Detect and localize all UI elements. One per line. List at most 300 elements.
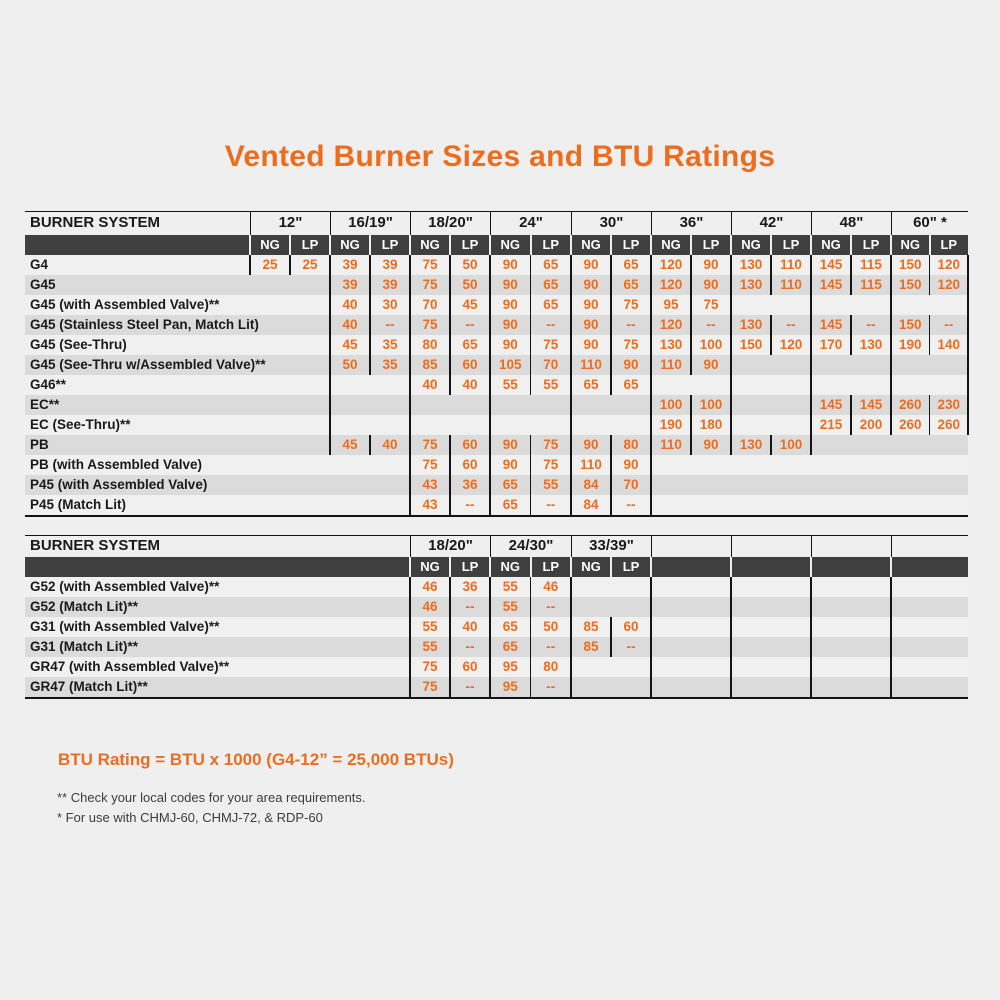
row-label: G52 (Match Lit)** [30, 599, 139, 614]
cell-divider [530, 617, 532, 637]
btu-value-ng: 50 [342, 357, 358, 372]
btu-value-ng: 75 [422, 457, 438, 472]
gas-type-header-ng: NG [420, 237, 440, 252]
gas-type-header-ng: NG [900, 237, 920, 252]
btu-value-ng: 40 [422, 377, 438, 392]
cell-divider [530, 355, 532, 375]
btu-value-ng: 75 [422, 317, 438, 332]
row-label: GR47 (Match Lit)** [30, 679, 148, 694]
gas-type-header-lp: LP [381, 237, 399, 252]
btu-value-lp: 90 [703, 357, 719, 372]
cell-divider [369, 335, 371, 355]
btu-value-lp: -- [465, 599, 475, 614]
btu-value-lp: 140 [937, 337, 961, 352]
btu-value-ng: 145 [819, 257, 843, 272]
btu-value-ng: 110 [660, 357, 682, 372]
btu-value-ng: 46 [422, 579, 438, 594]
size-column-header: 42" [731, 212, 811, 235]
btu-value-lp: 65 [543, 277, 559, 292]
cell-divider [610, 495, 612, 515]
cell-divider [449, 597, 451, 617]
table-row [25, 415, 968, 435]
btu-value-lp: -- [465, 679, 475, 694]
column-grid-line [967, 255, 969, 435]
btu-value-lp: 35 [382, 357, 398, 372]
cell-divider [530, 315, 532, 335]
btu-value-lp: 70 [623, 477, 639, 492]
cell-divider [449, 657, 451, 677]
column-grid-line [650, 577, 652, 697]
btu-value-lp: -- [546, 639, 556, 654]
btu-value-lp: 70 [543, 357, 559, 372]
table-row [25, 455, 968, 475]
btu-value-lp: -- [465, 317, 475, 332]
btu-value-ng: 70 [422, 297, 438, 312]
btu-value-ng: 120 [659, 317, 683, 332]
cell-divider [369, 255, 371, 275]
row-label: GR47 (with Assembled Valve)** [30, 659, 230, 674]
btu-value-ng: 95 [663, 297, 679, 312]
btu-value-ng: 55 [502, 579, 518, 594]
page-title: Vented Burner Sizes and BTU Ratings [224, 140, 776, 173]
row-label: G45 (See-Thru) [30, 337, 127, 352]
btu-value-ng: 55 [422, 639, 438, 654]
cell-divider [530, 275, 532, 295]
btu-value-ng: 110 [660, 437, 682, 452]
cell-divider [690, 295, 692, 315]
btu-value-ng: 260 [898, 397, 922, 412]
btu-value-ng: 65 [502, 639, 518, 654]
btu-value-ng: 90 [583, 277, 599, 292]
btu-value-ng: 190 [659, 417, 683, 432]
cell-divider [690, 275, 692, 295]
btu-value-ng: 150 [898, 317, 922, 332]
btu-value-lp: 200 [859, 417, 883, 432]
btu-value-lp: 25 [302, 257, 318, 272]
gas-type-header-lp: LP [622, 237, 640, 252]
btu-value-lp: 90 [623, 457, 639, 472]
gas-type-header-lp: LP [702, 237, 720, 252]
btu-value-lp: 90 [703, 277, 719, 292]
cell-divider [449, 355, 451, 375]
gas-type-header-lp: LP [622, 559, 640, 574]
size-column-header: 48" [811, 212, 891, 235]
btu-value-lp: -- [706, 317, 716, 332]
btu-value-ng: 110 [580, 357, 602, 372]
table-body [25, 577, 968, 697]
btu-value-ng: 90 [502, 277, 518, 292]
cell-divider [449, 335, 451, 355]
cell-divider [610, 435, 612, 455]
cell-divider [610, 617, 612, 637]
cell-divider [850, 335, 852, 355]
btu-value-lp: 55 [543, 477, 559, 492]
cell-divider [449, 315, 451, 335]
btu-value-ng: 150 [739, 337, 763, 352]
btu-value-ng: 65 [583, 377, 599, 392]
cell-divider [610, 475, 612, 495]
table-header-row [25, 535, 968, 557]
size-column-header [811, 536, 891, 557]
column-grid-line [810, 255, 812, 455]
row-label: G45 (See-Thru w/Assembled Valve)** [30, 357, 266, 372]
gas-type-header-ng: NG [741, 237, 761, 252]
btu-value-lp: 60 [462, 659, 478, 674]
cell-divider [530, 335, 532, 355]
cell-divider [530, 597, 532, 617]
size-column-header: 24/30" [490, 536, 571, 557]
btu-rating-note: BTU Rating = BTU x 1000 (G4-12” = 25,000 BTUs) [58, 750, 454, 769]
size-column-header: 18/20" [410, 536, 490, 557]
btu-value-lp: 39 [382, 277, 398, 292]
table-row [25, 677, 968, 697]
btu-value-ng: 46 [422, 599, 438, 614]
size-column-header: 30" [571, 212, 651, 235]
btu-value-lp: 75 [543, 457, 559, 472]
cell-divider [530, 375, 532, 395]
cell-divider [449, 677, 451, 697]
size-column-header: 12" [250, 212, 330, 235]
cell-divider [850, 255, 852, 275]
size-column-header: 16/19" [330, 212, 410, 235]
cell-divider [530, 475, 532, 495]
gas-type-header-ng: NG [500, 559, 520, 574]
btu-value-ng: 130 [739, 277, 763, 292]
btu-value-ng: 130 [739, 257, 763, 272]
cell-divider [850, 415, 852, 435]
btu-value-ng: 75 [422, 257, 438, 272]
btu-value-ng: 90 [502, 437, 518, 452]
table-row [25, 375, 968, 395]
btu-value-lp: 75 [543, 437, 559, 452]
burner-system-header: BURNER SYSTEM [30, 214, 161, 231]
btu-value-ng: 90 [583, 337, 599, 352]
btu-value-lp: 65 [462, 337, 478, 352]
cell-divider [369, 435, 371, 455]
btu-value-lp: -- [465, 497, 475, 512]
btu-value-ng: 170 [819, 337, 843, 352]
btu-value-ng: 145 [819, 397, 843, 412]
btu-value-ng: 90 [583, 297, 599, 312]
column-grid-line [570, 255, 572, 515]
btu-value-lp: 39 [382, 257, 398, 272]
btu-value-ng: 75 [422, 277, 438, 292]
btu-value-ng: 90 [583, 317, 599, 332]
cell-divider [449, 375, 451, 395]
local-codes-note: ** Check your local codes for your area requirements. [57, 790, 366, 805]
cell-divider [690, 415, 692, 435]
btu-value-ng: 40 [342, 297, 358, 312]
row-label: G31 (with Assembled Valve)** [30, 619, 220, 634]
table-row [25, 355, 968, 375]
row-label: G45 [30, 277, 56, 292]
btu-value-ng: 40 [342, 317, 358, 332]
column-grid-line [489, 577, 491, 697]
btu-value-lp: -- [385, 317, 395, 332]
subheader-gap [810, 557, 812, 577]
gas-type-header-ng: NG [581, 237, 601, 252]
btu-value-ng: 130 [739, 317, 763, 332]
btu-value-lp: 45 [462, 297, 478, 312]
btu-value-lp: 50 [462, 257, 478, 272]
cell-divider [530, 677, 532, 697]
btu-value-lp: 50 [543, 619, 559, 634]
cell-divider [449, 275, 451, 295]
btu-value-lp: 145 [859, 397, 883, 412]
cell-divider [929, 255, 931, 275]
column-grid-line [890, 577, 892, 697]
btu-value-ng: 110 [580, 457, 602, 472]
cell-divider [530, 255, 532, 275]
btu-value-ng: 80 [422, 337, 438, 352]
btu-value-ng: 84 [583, 477, 599, 492]
btu-value-ng: 190 [898, 337, 922, 352]
btu-value-ng: 120 [659, 277, 683, 292]
cell-divider [610, 275, 612, 295]
cell-divider [610, 255, 612, 275]
btu-value-ng: 130 [739, 437, 763, 452]
usage-note: * For use with CHMJ-60, CHMJ-72, & RDP-60 [57, 810, 323, 825]
btu-value-lp: 90 [623, 357, 639, 372]
cell-divider [929, 395, 931, 415]
table-row [25, 657, 968, 677]
row-label: G52 (with Assembled Valve)** [30, 579, 220, 594]
btu-value-lp: -- [944, 317, 954, 332]
row-label: P45 (with Assembled Valve) [30, 477, 208, 492]
btu-value-ng: 65 [502, 477, 518, 492]
size-column-header: 24" [490, 212, 571, 235]
table-row [25, 495, 968, 515]
row-label: EC** [30, 397, 60, 412]
cell-divider [690, 255, 692, 275]
btu-value-lp: 75 [703, 297, 719, 312]
cell-divider [289, 255, 291, 275]
table-row [25, 597, 968, 617]
btu-value-lp: 55 [543, 377, 559, 392]
btu-value-ng: 55 [422, 619, 438, 634]
btu-value-ng: 90 [502, 257, 518, 272]
row-label: G45 (with Assembled Valve)** [30, 297, 220, 312]
gas-type-header-lp: LP [301, 237, 319, 252]
cell-divider [369, 295, 371, 315]
btu-value-lp: 40 [462, 619, 478, 634]
btu-value-ng: 90 [583, 257, 599, 272]
btu-value-lp: 75 [623, 297, 639, 312]
cell-divider [449, 617, 451, 637]
cell-divider [530, 295, 532, 315]
gas-type-header-ng: NG [581, 559, 601, 574]
gas-type-header-lp: LP [461, 237, 479, 252]
gas-type-header-lp: LP [782, 237, 800, 252]
table-row [25, 315, 968, 335]
column-grid-line [730, 577, 732, 697]
btu-value-ng: 65 [502, 619, 518, 634]
cell-divider [690, 355, 692, 375]
cell-divider [610, 295, 612, 315]
btu-value-lp: -- [465, 639, 475, 654]
btu-value-lp: 75 [543, 337, 559, 352]
cell-divider [530, 495, 532, 515]
subheader-gap [730, 557, 732, 577]
btu-value-ng: 90 [583, 437, 599, 452]
btu-value-lp: 60 [462, 457, 478, 472]
gas-type-header-ng: NG [420, 559, 440, 574]
table-row [25, 435, 968, 455]
size-column-header [651, 536, 731, 557]
btu-value-lp: 65 [543, 297, 559, 312]
btu-value-lp: 65 [623, 277, 639, 292]
column-grid-line [650, 255, 652, 515]
btu-value-lp: -- [546, 599, 556, 614]
size-column-header: 36" [651, 212, 731, 235]
btu-value-lp: -- [626, 639, 636, 654]
gas-type-header-lp: LP [461, 559, 479, 574]
btu-value-ng: 75 [422, 659, 438, 674]
cell-divider [929, 415, 931, 435]
cell-divider [449, 255, 451, 275]
cell-divider [850, 315, 852, 335]
btu-value-lp: 100 [699, 397, 723, 412]
cell-divider [610, 335, 612, 355]
btu-value-lp: -- [546, 317, 556, 332]
column-subheader-bar [25, 557, 968, 577]
cell-divider [929, 275, 931, 295]
cell-divider [770, 315, 772, 335]
vented-burner-table-primary [25, 211, 968, 517]
table-row [25, 255, 968, 275]
cell-divider [449, 637, 451, 657]
column-grid-line [409, 255, 411, 515]
cell-divider [449, 455, 451, 475]
row-label: P45 (Match Lit) [30, 497, 127, 512]
btu-value-lp: 115 [860, 257, 882, 272]
table-row [25, 335, 968, 355]
column-grid-line [249, 255, 251, 275]
table-row [25, 475, 968, 495]
btu-value-ng: 100 [659, 397, 683, 412]
btu-value-lp: 120 [937, 257, 961, 272]
btu-value-ng: 85 [422, 357, 438, 372]
cell-divider [690, 315, 692, 335]
cell-divider [929, 335, 931, 355]
btu-value-lp: 60 [623, 619, 639, 634]
btu-value-lp: 65 [543, 257, 559, 272]
btu-value-ng: 150 [898, 277, 922, 292]
btu-value-lp: 60 [462, 437, 478, 452]
btu-value-ng: 39 [342, 277, 358, 292]
btu-value-lp: 180 [699, 417, 723, 432]
btu-value-lp: 130 [859, 337, 883, 352]
column-grid-line [810, 577, 812, 697]
btu-value-ng: 105 [498, 357, 522, 372]
btu-value-ng: 145 [819, 277, 843, 292]
cell-divider [770, 255, 772, 275]
btu-value-lp: 230 [937, 397, 961, 412]
size-column-header: 60" * [891, 212, 968, 235]
cell-divider [449, 295, 451, 315]
cell-divider [369, 315, 371, 335]
cell-divider [850, 275, 852, 295]
btu-value-lp: 65 [623, 257, 639, 272]
cell-divider [770, 435, 772, 455]
btu-value-ng: 95 [502, 659, 518, 674]
cell-divider [530, 637, 532, 657]
row-label: G46** [30, 377, 67, 392]
size-column-header: 18/20" [410, 212, 490, 235]
btu-value-lp: -- [546, 497, 556, 512]
btu-value-lp: 100 [779, 437, 803, 452]
btu-value-lp: -- [626, 497, 636, 512]
btu-value-lp: 120 [937, 277, 961, 292]
size-column-header: 33/39" [571, 536, 651, 557]
btu-value-ng: 85 [583, 639, 599, 654]
gas-type-header-ng: NG [260, 237, 280, 252]
gas-type-header-lp: LP [542, 559, 560, 574]
btu-value-lp: 260 [937, 417, 961, 432]
btu-value-lp: 80 [623, 437, 639, 452]
table-row [25, 617, 968, 637]
btu-value-lp: 90 [703, 257, 719, 272]
btu-value-lp: -- [786, 317, 796, 332]
row-label: G45 (Stainless Steel Pan, Match Lit) [30, 317, 259, 332]
btu-value-lp: 40 [382, 437, 398, 452]
cell-divider [610, 455, 612, 475]
row-label: PB [30, 437, 49, 452]
cell-divider [449, 495, 451, 515]
btu-value-ng: 65 [502, 497, 518, 512]
btu-value-ng: 95 [502, 679, 518, 694]
btu-value-lp: 65 [623, 377, 639, 392]
btu-value-ng: 215 [819, 417, 843, 432]
cell-divider [530, 455, 532, 475]
column-grid-line [329, 255, 331, 455]
btu-value-lp: 40 [462, 377, 478, 392]
btu-value-lp: -- [866, 317, 876, 332]
btu-value-ng: 45 [342, 337, 358, 352]
cell-divider [369, 355, 371, 375]
btu-value-ng: 120 [659, 257, 683, 272]
cell-divider [449, 475, 451, 495]
column-grid-line [489, 255, 491, 515]
btu-value-ng: 25 [262, 257, 278, 272]
btu-value-lp: -- [626, 317, 636, 332]
cell-divider [850, 395, 852, 415]
btu-value-lp: 90 [703, 437, 719, 452]
subheader-gap [650, 557, 652, 577]
cell-divider [449, 577, 451, 597]
gas-type-header-ng: NG [340, 237, 360, 252]
btu-value-lp: 36 [462, 477, 478, 492]
btu-value-lp: 80 [543, 659, 559, 674]
cell-divider [369, 275, 371, 295]
column-subheader-bar [25, 235, 968, 255]
cell-divider [449, 435, 451, 455]
btu-value-lp: -- [546, 679, 556, 694]
btu-value-lp: 120 [779, 337, 803, 352]
btu-value-lp: 50 [462, 277, 478, 292]
column-grid-line [409, 577, 411, 697]
cell-divider [610, 375, 612, 395]
gas-type-header-lp: LP [542, 237, 560, 252]
btu-value-ng: 43 [422, 477, 438, 492]
btu-value-lp: 110 [780, 257, 802, 272]
btu-value-ng: 43 [422, 497, 438, 512]
gas-type-header-lp: LP [940, 237, 958, 252]
cell-divider [530, 435, 532, 455]
btu-value-ng: 145 [819, 317, 843, 332]
row-label: G31 (Match Lit)** [30, 639, 139, 654]
btu-value-ng: 55 [502, 599, 518, 614]
